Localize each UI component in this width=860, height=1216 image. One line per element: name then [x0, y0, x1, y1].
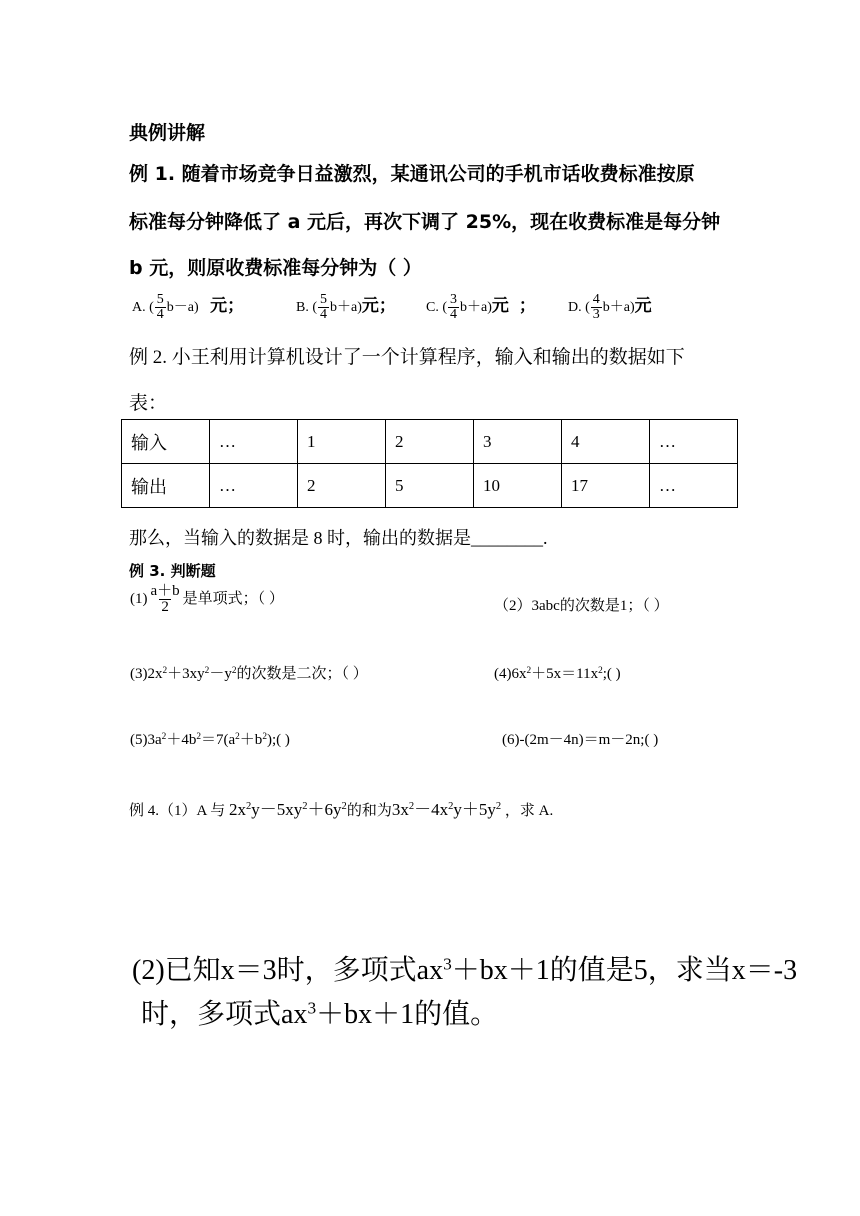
table-cell: 输入 — [122, 420, 210, 464]
table-row — [122, 420, 738, 464]
ex4-part-1: 例 4.（1）A 与 $2x^2y-5xy^2+6y^2$的和为$3x^2-4x^2y+5y^2$ ，求 A. — [129, 800, 554, 819]
ex3-item-1: (1) $\frac{a+b}{2}$ 是单项式；（ ） — [130, 583, 284, 615]
table-cell: 2 — [298, 464, 386, 508]
ex3-item-4: $(4)6x^2+5x=11x^2$;( ) — [494, 665, 621, 682]
table-cell: 4 — [562, 420, 650, 464]
table-cell: 1 — [298, 420, 386, 464]
table-cell: 3 — [474, 420, 562, 464]
table-cell: … — [650, 464, 738, 508]
ex3-item-5: $(5)3a^2+4b^2=7(a^2+b^2)$;( ) — [130, 731, 290, 748]
table-row — [122, 464, 738, 508]
table-cell: 10 — [474, 464, 562, 508]
table-cell: … — [650, 420, 738, 464]
ex1-option-d: D. ( $\frac{4}{3}$ b＋a)元 — [568, 292, 652, 323]
ex2-line-2: 表： — [129, 393, 168, 414]
ex4-part-2-line-1: (2)已知x＝3时，多项式$ax^3+bx+1$的值是5，求当x＝-3 — [132, 954, 798, 986]
ex4-part-2-line-2: 时，多项式$ax^3+bx+1$的值。 — [141, 998, 499, 1030]
section-title: 典例讲解 — [129, 122, 206, 144]
table-cell: … — [210, 420, 298, 464]
ex3-title: 例 3. 判断题 — [129, 562, 216, 580]
ex1-option-c: C. ( $\frac{3}{4}$ b＋a)元 ； — [426, 292, 536, 323]
io-table — [121, 419, 738, 508]
ex2-line-1: 例 2. 小王利用计算机设计了一个计算程序，输入和输出的数据如下 — [129, 347, 685, 368]
table-cell: … — [210, 464, 298, 508]
ex1-line-1: 例 1. 随着市场竞争日益激烈，某通讯公司的手机市话收费标准按原 — [129, 163, 695, 185]
table-cell: 输出 — [122, 464, 210, 508]
ex1-line-3: b 元，则原收费标准每分钟为（ ） — [129, 257, 422, 279]
table-cell: 17 — [562, 464, 650, 508]
ex1-option-b: B. ( $\frac{5}{4}$ b＋a)元； — [296, 292, 396, 323]
ex3-item-3: $(3)2x^2+3xy^2-y^2$的次数是二次；（ ） — [130, 665, 368, 682]
ex3-item-6: (6)-(2m－4n)＝m－2n;( ) — [502, 732, 659, 748]
ex1-option-a: A. ( $\frac{5}{4}$ b－a) 元； — [132, 292, 245, 323]
table-cell: 2 — [386, 420, 474, 464]
ex2-question: 那么，当输入的数据是 8 时，输出的数据是________. — [129, 528, 548, 548]
ex1-line-2: 标准每分钟降低了 a 元后，再次下调了 25%，现在收费标准是每分钟 — [129, 211, 721, 233]
table-cell: 5 — [386, 464, 474, 508]
ex3-item-2: （2）3abc的次数是1；（ ） — [494, 598, 669, 614]
